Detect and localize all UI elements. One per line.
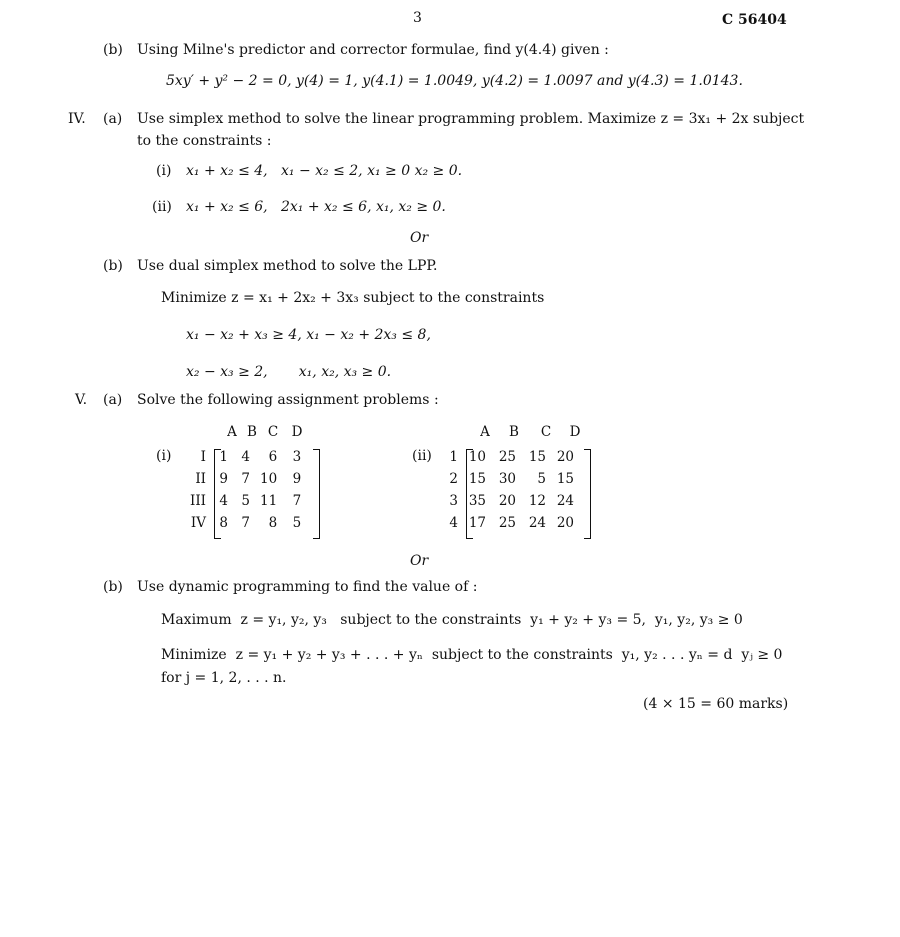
matrix-ii-table: [443, 446, 579, 534]
matrix-i-cell: 9: [219, 471, 228, 487]
matrix-ii-cell: 17: [468, 515, 486, 531]
matrix-i-cell: 1: [219, 449, 228, 465]
q5-or: Or: [410, 553, 429, 569]
matrix-i-cell: 7: [241, 515, 250, 531]
q4a-sub-i-label: (i): [156, 163, 172, 179]
q4b-label: (b): [103, 258, 123, 274]
q4b-constraint-2: x₂ − x₃ ≥ 2, x₁, x₂, x₃ ≥ 0.: [186, 364, 392, 380]
q4a-label: (a): [103, 111, 123, 127]
matrix-ii-row: [443, 468, 579, 490]
matrix-i-col-c: C: [267, 424, 279, 440]
matrix-ii-right-bracket: [584, 449, 591, 539]
q4b-text: Use dual simplex method to solve the LPP.: [137, 258, 438, 274]
matrix-i-cell: 6: [268, 449, 278, 465]
matrix-i-col-b: B: [247, 424, 257, 440]
matrix-i-cell: 4: [219, 493, 228, 509]
matrix-i-label: (i): [156, 448, 172, 464]
matrix-ii-row-name: 4: [449, 515, 458, 531]
matrix-i: [183, 446, 306, 534]
matrix-ii-col-b: B: [509, 424, 519, 440]
matrix-ii-cell: 12: [528, 493, 546, 509]
matrix-i-row-name: I: [200, 449, 206, 465]
matrix-i-table: [183, 446, 306, 534]
matrix-ii-row: [443, 512, 579, 534]
matrix-i-cell: 8: [219, 515, 228, 531]
matrix-ii-cell: 5: [537, 471, 546, 487]
q4a-sub-ii-text: x₁ + x₂ ≤ 6, 2x₁ + x₂ ≤ 6, x₁, x₂ ≥ 0.: [186, 199, 446, 215]
matrix-ii: [443, 446, 579, 534]
matrix-i-cell: 7: [292, 493, 302, 509]
matrix-ii-col-c: C: [540, 424, 552, 440]
q5b-line-2: Minimize z = y₁ + y₂ + y₃ + . . . + yₙ subject to the constraints y₁, y₂ . . . yₙ = d yⱼ ≥ 0: [161, 647, 783, 663]
matrix-i-row-name: IV: [190, 515, 206, 531]
matrix-ii-cell: 20: [498, 493, 516, 509]
paper-code: C 56404: [722, 12, 787, 28]
matrix-ii-cell: 15: [556, 471, 574, 487]
q4a-text-line2: to the constraints :: [137, 133, 272, 149]
matrix-ii-row: [443, 446, 579, 468]
matrix-ii-column-headers: [472, 424, 588, 440]
matrix-i-cell: 4: [241, 449, 250, 465]
matrix-i-row: [183, 446, 306, 468]
matrix-ii-cell: 20: [556, 515, 574, 531]
marks-total: (4 × 15 = 60 marks): [643, 696, 789, 712]
matrix-i-row-name: II: [195, 471, 206, 487]
matrix-i-left-bracket: [214, 449, 221, 539]
matrix-i-col-d: D: [291, 424, 303, 440]
matrix-i-cell: 10: [260, 471, 278, 487]
matrix-ii-row-name: 3: [449, 493, 458, 509]
matrix-i-row: [183, 490, 306, 512]
matrix-ii-cell: 15: [528, 449, 546, 465]
matrix-ii-cell: 10: [468, 449, 486, 465]
matrix-i-cell: 8: [268, 515, 278, 531]
matrix-i-row: [183, 468, 306, 490]
q4a-sub-i-text: x₁ + x₂ ≤ 4, x₁ − x₂ ≤ 2, x₁ ≥ 0 x₂ ≥ 0.: [186, 163, 463, 179]
q3b-text: Using Milne's predictor and corrector formulae, find y(4.4) given :: [137, 42, 609, 58]
matrix-i-cell: 5: [241, 493, 250, 509]
matrix-ii-col-a: A: [480, 424, 490, 440]
q5-number: V.: [75, 392, 88, 408]
q5b-text: Use dynamic programming to find the value of :: [137, 579, 478, 595]
matrix-i-cell: 9: [292, 471, 302, 487]
q4-or: Or: [410, 230, 429, 246]
matrix-ii-left-bracket: [466, 449, 473, 539]
matrix-ii-row: [443, 490, 579, 512]
q4a-text-line1: Use simplex method to solve the linear programming problem. Maximize z = 3x₁ + 2x subject: [137, 111, 805, 127]
matrix-ii-cell: 20: [556, 449, 574, 465]
matrix-i-col-a: A: [227, 424, 237, 440]
q4-number: IV.: [68, 111, 86, 127]
matrix-i-cell: 5: [292, 515, 302, 531]
q4a-sub-ii-label: (ii): [152, 199, 172, 215]
matrix-ii-cell: 15: [468, 471, 486, 487]
q4b-constraint-1: x₁ − x₂ + x₃ ≥ 4, x₁ − x₂ + 2x₃ ≤ 8,: [186, 327, 431, 343]
matrix-ii-cell: 30: [498, 471, 516, 487]
matrix-i-row-name: III: [190, 493, 206, 509]
q3b-label: (b): [103, 42, 123, 58]
q4b-minimize: Minimize z = x₁ + 2x₂ + 3x₃ subject to the constraints: [161, 290, 545, 306]
q5b-label: (b): [103, 579, 123, 595]
matrix-ii-row-name: 2: [449, 471, 458, 487]
q3b-equation: 5xy′ + y² − 2 = 0, y(4) = 1, y(4.1) = 1.0049, y(4.2) = 1.0097 and y(4.3) = 1.0143.: [166, 73, 743, 89]
matrix-ii-col-d: D: [569, 424, 581, 440]
matrix-ii-cell: 24: [528, 515, 546, 531]
q5a-text: Solve the following assignment problems :: [137, 392, 439, 408]
q5b-line-1: Maximum z = y₁, y₂, y₃ subject to the constraints y₁ + y₂ + y₃ = 5, y₁, y₂, y₃ ≥ 0: [161, 612, 743, 628]
matrix-i-row: [183, 512, 306, 534]
matrix-i-cell: 3: [292, 449, 302, 465]
matrix-i-column-headers: [222, 424, 310, 440]
q5b-line-3: for j = 1, 2, . . . n.: [161, 670, 287, 686]
matrix-ii-row-name: 1: [449, 449, 458, 465]
matrix-ii-cell: 25: [498, 449, 516, 465]
matrix-ii-label: (ii): [412, 448, 432, 464]
q5a-label: (a): [103, 392, 123, 408]
matrix-i-cell: 7: [241, 471, 250, 487]
matrix-i-cell: 11: [260, 493, 278, 509]
matrix-ii-cell: 24: [556, 493, 574, 509]
page-number: 3: [413, 10, 422, 26]
matrix-ii-cell: 25: [498, 515, 516, 531]
matrix-i-right-bracket: [313, 449, 320, 539]
matrix-ii-cell: 35: [468, 493, 486, 509]
